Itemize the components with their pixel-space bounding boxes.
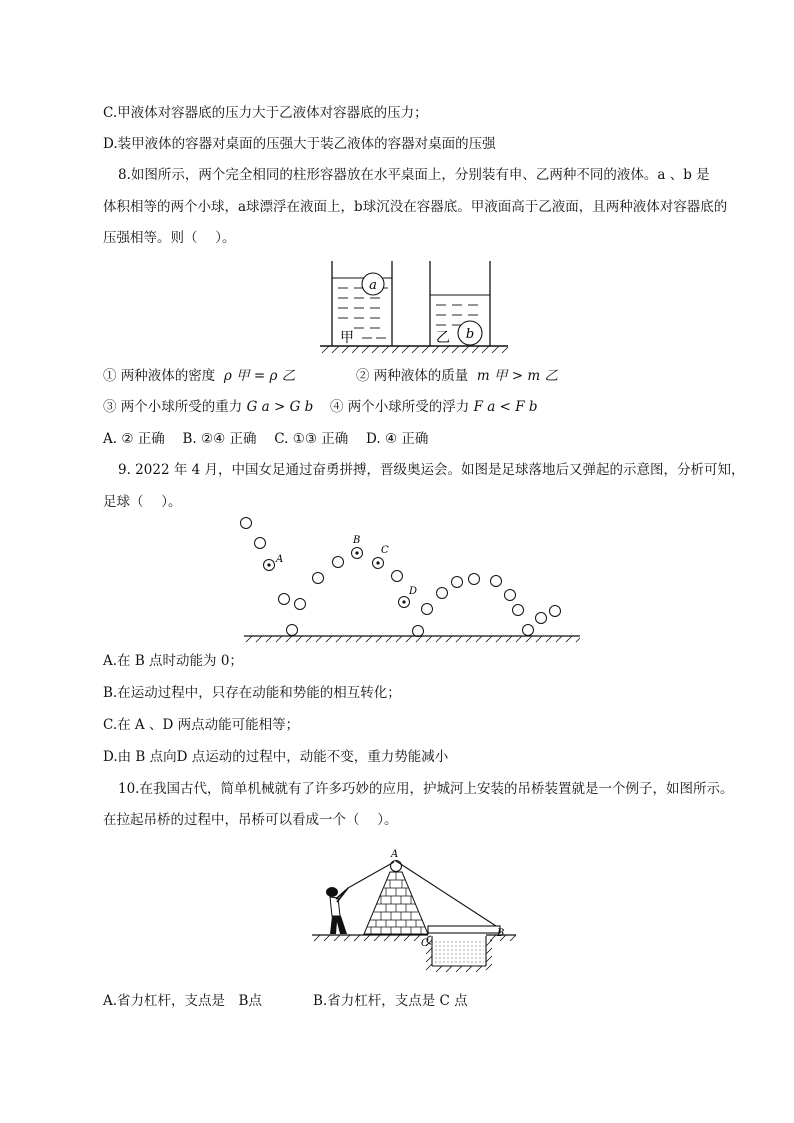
q9-option-a: A.在 B 点时动能为 0； [103, 653, 243, 669]
q10-stem-line-2: 在拉起吊桥的过程中，吊桥可以看成一个（ ）。 [103, 812, 398, 828]
point-a-label: A [391, 849, 399, 860]
point-c-label: C [421, 938, 429, 949]
q9-stem-line-2: 足球（ ）。 [103, 494, 182, 510]
container-jia-label: 甲 [340, 330, 354, 346]
q10-option-b: B.省力杠杆，支点是 C 点 [313, 993, 468, 1009]
q8-stem-line-2: 体积相等的两个小球，a球漂浮在液面上，b球沉没在容器底。甲液面高于乙液面，且两种液体对容器底的 [103, 199, 728, 215]
q10-drawbridge-figure [310, 842, 520, 974]
point-b-label: B [497, 928, 505, 939]
q8-statement-2: ② 两种液体的质量 m 甲 > m 乙 [356, 368, 558, 384]
container-yi-label: 乙 [436, 330, 450, 346]
q8-statement-3: ③ 两个小球所受的重力 G a > G b [103, 399, 314, 415]
point-c-label: C [381, 545, 389, 556]
q7-option-c: C.甲液体对容器底的压力大于乙液体对容器底的压力； [103, 105, 428, 121]
q7-option-d: D.装甲液体的容器对桌面的压强大于装乙液体的容器对桌面的压强 [103, 136, 496, 152]
q9-option-d: D.由 B 点向D 点运动的过程中，动能不变，重力势能减小 [103, 749, 449, 765]
point-d-label: D [409, 586, 418, 597]
q8-containers-figure [318, 258, 510, 354]
q8-statement-1: ① 两种液体的密度 ρ 甲 = ρ 乙 [103, 368, 296, 384]
q8-stem-line-3: 压强相等。则（ ）。 [103, 230, 236, 246]
ball-b-label: b [465, 327, 475, 342]
q10-option-a: A.省力杠杆，支点是 B点 [103, 993, 262, 1009]
q9-option-b: B.在运动过程中，只存在动能和势能的相互转化； [103, 685, 401, 701]
q9-stem-line-1: 9. 2022 年 4 月，中国女足通过奋勇拼搏，晋级奥运会。如图是足球落地后又弹起的示意图，分析可知， [118, 462, 745, 478]
point-b-label: B [353, 535, 361, 546]
q9-option-c: C.在 A 、D 两点动能可能相等； [103, 717, 300, 733]
q9-bouncing-ball-figure [240, 512, 584, 646]
point-a-label: A [276, 554, 284, 565]
person-pulling-icon [326, 887, 348, 934]
q8-stem-line-1: 8.如图所示，两个完全相同的柱形容器放在水平桌面上，分别装有申、乙两种不同的液体。a 、b 是 [118, 167, 710, 183]
q8-statement-4: ④ 两个小球所受的浮力 F a < F b [330, 399, 538, 415]
q10-stem-line-1: 10.在我国古代，简单机械就有了许多巧妙的应用，护城河上安装的吊桥装置就是一个例子，如图所示。 [118, 781, 734, 797]
ball-a-label: a [369, 278, 377, 293]
q8-choices: A. ② 正确 B. ②④ 正确 C. ①③ 正确 D. ④ 正确 [103, 431, 429, 447]
